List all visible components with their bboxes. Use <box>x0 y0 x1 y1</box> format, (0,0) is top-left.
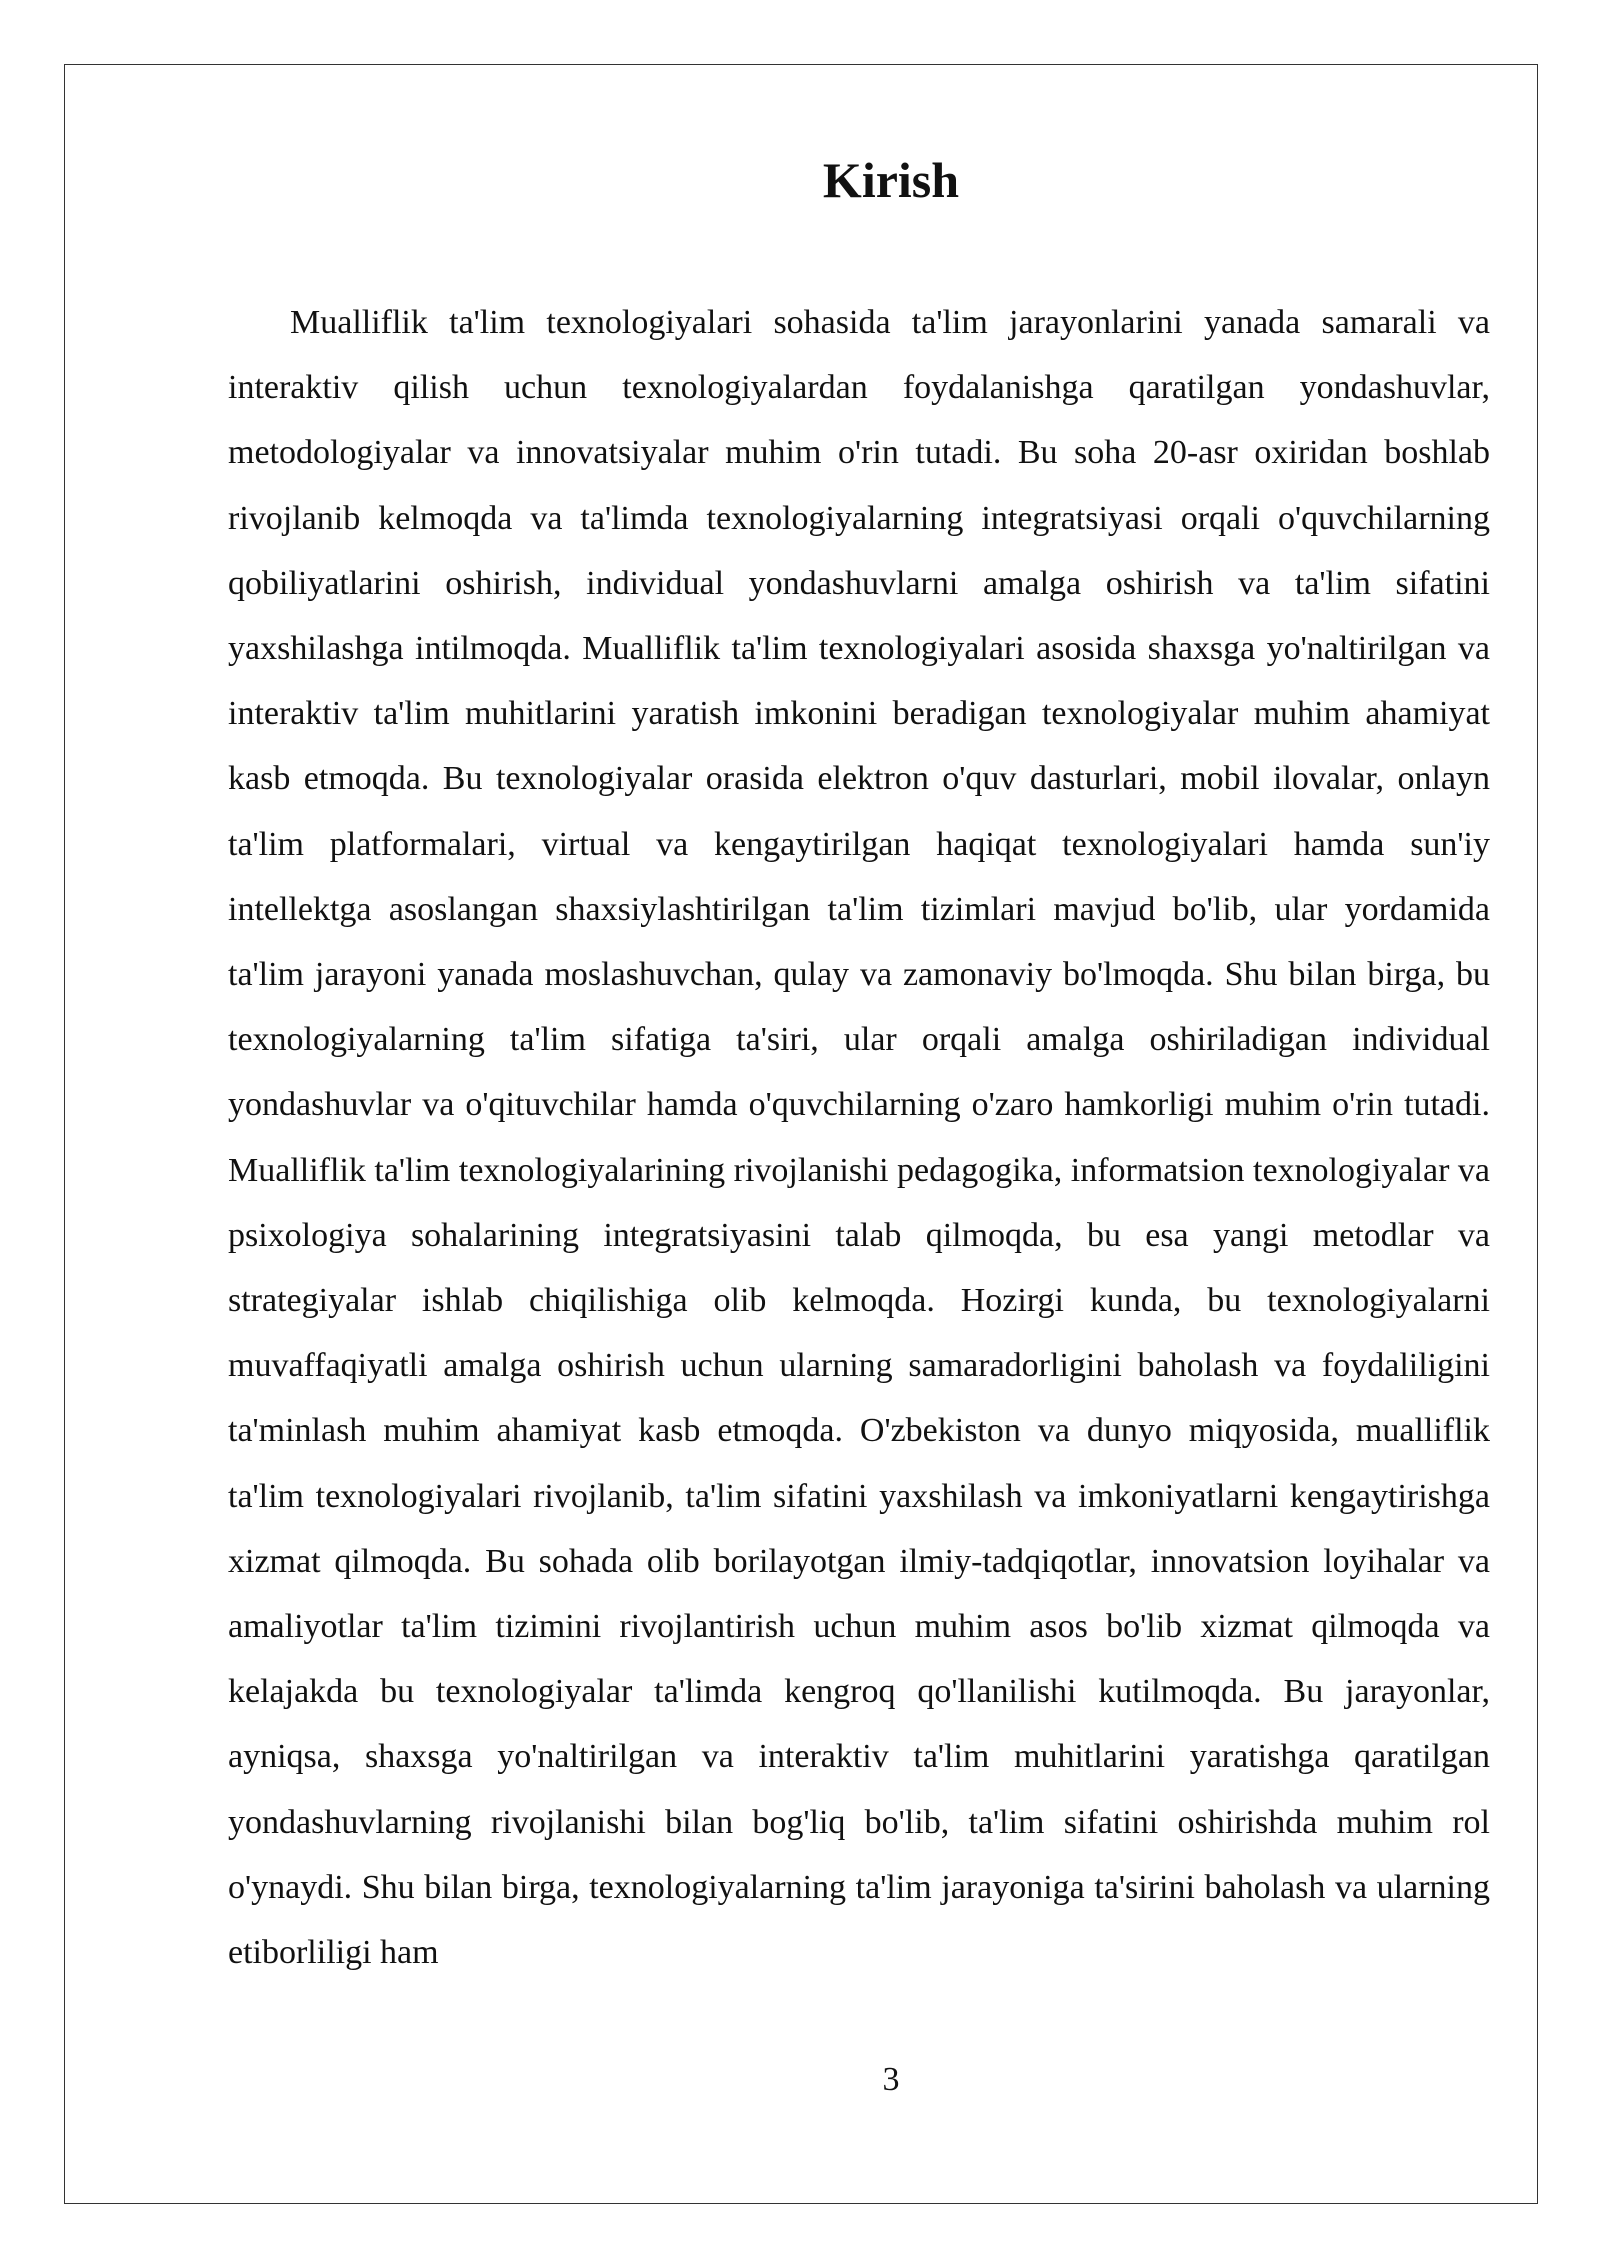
page-number: 3 <box>882 2061 900 2098</box>
page-title: Kirish <box>822 152 960 208</box>
body-paragraph: Mualliflik ta'lim texnologiyalari sohasida ta'lim jarayonlarini yanada samarali va interaktiv qilish uchun texnologiyalardan foydalanishga qaratilgan yondashuvlar, metodologiyalar va innovatsiyalar muhim o'rin tutadi. Bu soha 20-asr oxiridan boshlab rivojlanib kelmoqda va ta'limda texnologiyalarning integratsiyasi orqali o'quvchilarning qobiliyatlarini oshirish, individual yondashuvlarni amalga oshirish va ta'lim sifatini yaxshilashga intilmoqda. Mualliflik ta'lim texnologiyalari asosida shaxsga yo'naltirilgan va interaktiv ta'lim muhitlarini yaratish imkonini beradigan texnologiyalar muhim ahamiyat kasb etmoqda. Bu texnologiyalar orasida elektron o'quv dasturlari, mobil ilovalar, onlayn ta'lim platformalari, virtual va kengaytirilgan haqiqat texnologiyalari hamda sun'iy intellektga asoslangan shaxsiylashtirilgan ta'lim tizimlari mavjud bo'lib, ular yordamida ta'lim jarayoni yanada moslashuvchan, qulay va zamonaviy bo'lmoqda. Shu bilan birga, bu texnologiyalarning ta'lim sifatiga ta'siri, ular orqali amalga oshiriladigan individual yondashuvlar va o'qituvchilar hamda o'quvchilarning o'zaro hamkorligi muhim o'rin tutadi. Mualliflik ta'lim texnologiyalarining rivojlanishi pedagogika, informatsion texnologiyalar va psixologiya sohalarining integratsiyasini talab qilmoqda, bu esa yangi metodlar va strategiyalar ishlab chiqilishiga olib kelmoqda. Hozirgi kunda, bu texnologiyalarni muvaffaqiyatli amalga oshirish uchun ularning samaradorligini baholash va foydaliligini ta'minlash muhim ahamiyat kasb etmoqda. O'zbekiston va dunyo miqyosida, mualliflik ta'lim texnologiyalari rivojlanib, ta'lim sifatini yaxshilash va imkoniyatlarni kengaytirishga xizmat qilmoqda. Bu sohada olib borilayotgan ilmiy-tadqiqotlar, innovatsion loyihalar va amaliyotlar ta'lim tizimini rivojlantirish uchun muhim asos bo'lib xizmat qilmoqda va kelajakda bu texnologiyalar ta'limda kengroq qo'llanilishi kutilmoqda. Bu jarayonlar, ayniqsa, shaxsga yo'naltirilgan va interaktiv ta'lim muhitlarini yaratishga qaratilgan yondashuvlarning rivojlanishi bilan bog'liq bo'lib, ta'lim sifatini oshirishda muhim rol o'ynaydi. Shu bilan birga, texnologiyalarning ta'lim jarayoniga ta'sirini baholash va ularning etiborliligi ham <box>228 304 1490 1972</box>
